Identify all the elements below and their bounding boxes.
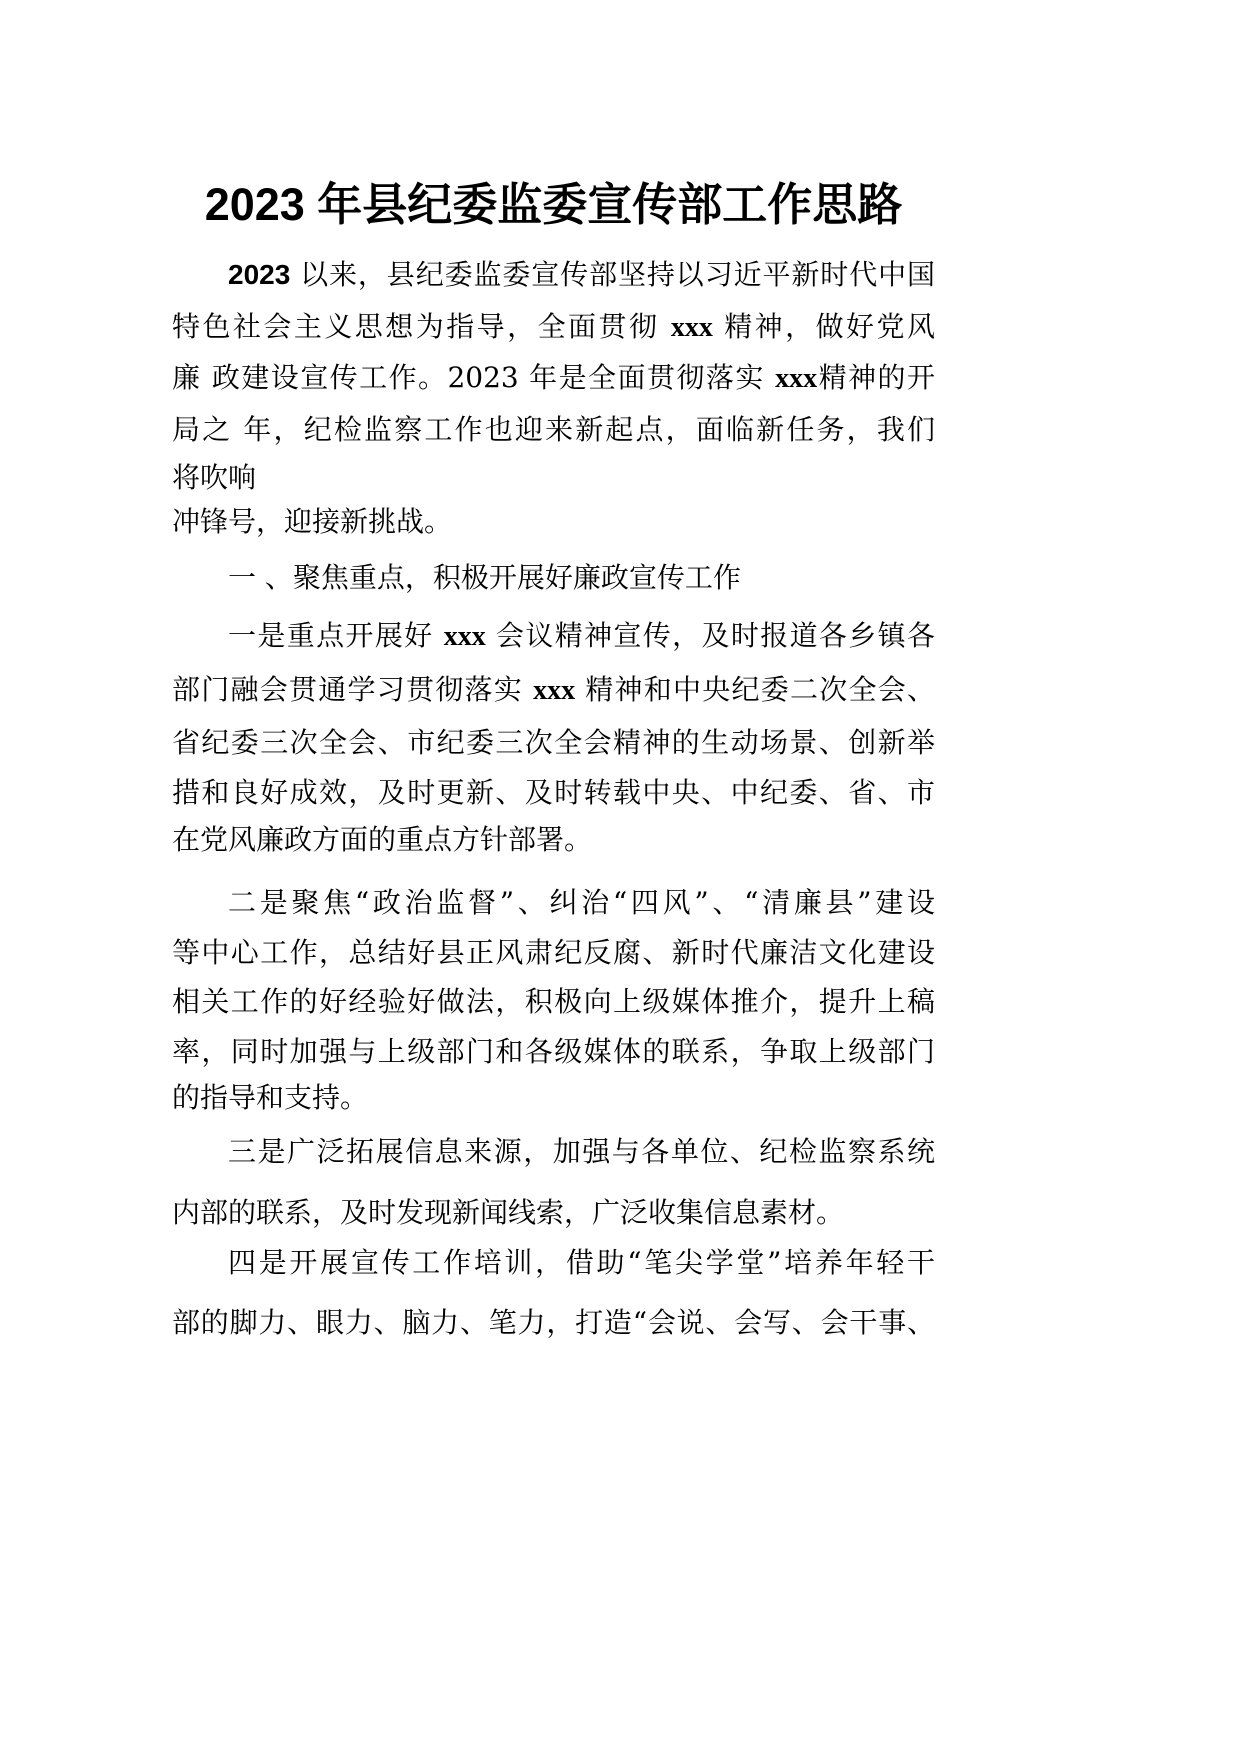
text-segment: 会议精神宣传，及时报道各乡镇各 bbox=[485, 619, 935, 652]
placeholder-keyword: xxx bbox=[670, 312, 713, 343]
paragraph-line bbox=[172, 255, 935, 295]
text-segment: 等中心工作，总结好县正风肃纪反腐、新时代廉洁文化建设 bbox=[172, 936, 935, 969]
text-segment: 二是聚焦“政治监督”、纠治“四风”、“清廉县”建设 bbox=[228, 886, 935, 919]
section-heading bbox=[172, 558, 935, 598]
paragraph-line bbox=[172, 933, 935, 973]
text-segment: 一是重点开展好 bbox=[228, 619, 444, 652]
text-segment: 以来，县纪委监委宣传部坚持以习近平新时代中国 bbox=[290, 258, 935, 291]
paragraph-line bbox=[172, 307, 935, 347]
text-segment: 内部的联系，及时发现新闻线索，广泛收集信息素材。 bbox=[172, 1196, 845, 1229]
paragraph-line bbox=[172, 1032, 935, 1072]
text-segment: 率，同时加强与上级部门和各级媒体的联系，争取上级部门 bbox=[172, 1035, 935, 1068]
placeholder-keyword: xxx bbox=[775, 363, 818, 394]
text-segment: 精神的开 bbox=[817, 361, 935, 394]
paragraph-line bbox=[172, 410, 935, 450]
paragraph-line bbox=[172, 1243, 935, 1283]
text-segment: 一 、聚焦重点，积极开展好廉政宣传工作 bbox=[228, 561, 741, 594]
text-segment: 措和良好成效，及时更新、及时转载中央、中纪委、省、市 bbox=[172, 776, 935, 809]
text-segment: 省纪委三次全会、市纪委三次全会精神的生动场景、创新举 bbox=[172, 726, 935, 759]
text-segment: 冲锋号，迎接新挑战。 bbox=[172, 505, 453, 538]
paragraph-line bbox=[172, 1303, 935, 1343]
paragraph-line bbox=[172, 670, 935, 710]
text-segment: 在党风廉政方面的重点方针部署。 bbox=[172, 823, 593, 856]
text-segment: 廉 政建设宣传工作。2023 年是全面贯彻落实 bbox=[172, 361, 776, 394]
year-text: 2023 bbox=[228, 259, 291, 290]
text-segment: 局之 年，纪检监察工作也迎来新起点，面临新任务，我们 bbox=[172, 413, 935, 446]
paragraph-line bbox=[172, 883, 935, 923]
text-segment: 特色社会主义思想为指导，全面贯彻 bbox=[172, 310, 671, 343]
text-segment: 的指导和支持。 bbox=[172, 1081, 369, 1114]
paragraph-line bbox=[172, 502, 935, 542]
paragraph-line bbox=[172, 820, 935, 860]
text-segment: 部门融会贯通学习贯彻落实 bbox=[172, 673, 534, 706]
paragraph-line bbox=[172, 982, 935, 1022]
paragraph-line bbox=[172, 616, 935, 656]
text-segment: 四是开展宣传工作培训，借助“笔尖学堂”培养年轻干 bbox=[228, 1246, 935, 1279]
paragraph-line bbox=[172, 358, 935, 398]
placeholder-keyword: xxx bbox=[443, 621, 486, 652]
document-title: 2023 年县纪委监委宣传部工作思路 bbox=[204, 179, 903, 230]
paragraph-line bbox=[172, 723, 935, 763]
paragraph-line bbox=[172, 1132, 935, 1172]
text-segment: 部的脚力、眼力、脑力、笔力，打造“会说、会写、会干事、 bbox=[172, 1306, 935, 1339]
text-segment: 三是广泛拓展信息来源，加强与各单位、纪检监察系统 bbox=[228, 1135, 935, 1168]
text-segment: 精神，做好党风 bbox=[712, 310, 935, 343]
paragraph-line bbox=[172, 458, 935, 498]
placeholder-keyword: xxx bbox=[533, 675, 576, 706]
paragraph-line bbox=[172, 773, 935, 813]
text-segment: 精神和中央纪委二次全会、 bbox=[575, 673, 935, 706]
paragraph-line bbox=[172, 1078, 935, 1118]
text-segment: 将吹响 bbox=[172, 461, 257, 494]
paragraph-line bbox=[172, 1193, 935, 1233]
text-segment: 相关工作的好经验好做法，积极向上级媒体推介，提升上稿 bbox=[172, 985, 935, 1018]
